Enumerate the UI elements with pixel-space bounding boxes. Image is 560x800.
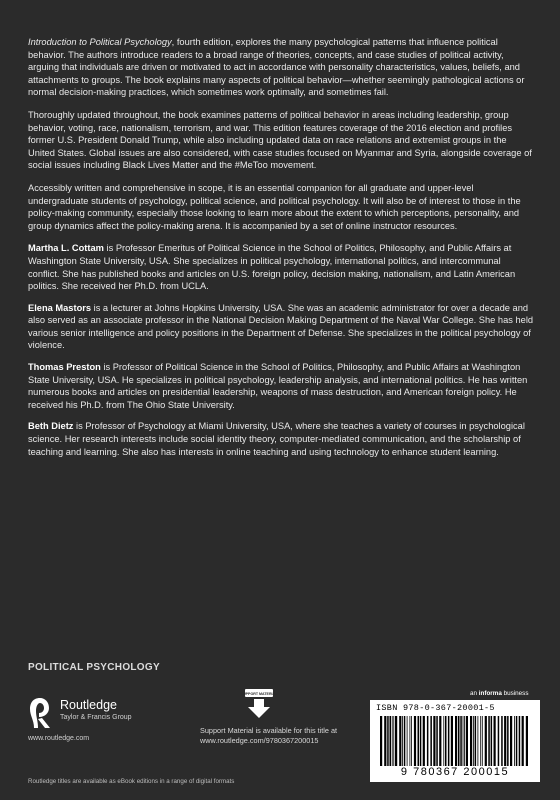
barcode-bar <box>455 716 457 766</box>
description-paragraph-1: Introduction to Political Psychology, fourth edition, explores the many psychological patterns that influence political behavior. The authors introduce readers to a broad range of theories, concepts, and case studies of political activity, arguing that individuals are driven or motivated to act in accordance with personality characteristics, values, beliefs, and attachments to groups. The book explains many aspects of political behavior—whether seemingly pathological actions or normal decision-making practices, which sometimes work optimally, and sometimes fail. <box>28 37 525 98</box>
barcode-bar <box>458 716 460 766</box>
cover-text <box>28 36 534 467</box>
barcode-bar <box>510 716 512 766</box>
description-paragraph-3: Accessibly written and comprehensive in scope, it is an essential companion for all graduate and upper-level undergraduate students of psychology, political science, and political psychology. It will also be of interest to those in the policy-making community, especially those looking to learn more about the extent to which perceptions, personality, and group dynamics affect the policy-making arena. It is accompanied by a set of online instructor resources. <box>28 182 521 231</box>
barcode-bar <box>420 716 422 766</box>
barcode-bar <box>473 716 474 766</box>
barcode-bar <box>482 716 483 766</box>
support-text: Support Material is available for this title at www.routledge.com/9780367200015 <box>200 726 350 745</box>
ebook-note: Routledge titles are available as eBook editions in a range of digital formats <box>28 778 235 785</box>
barcode-bar <box>504 716 506 766</box>
barcode-bar <box>480 716 481 766</box>
barcode-bar <box>439 716 441 766</box>
barcode-bar <box>393 716 394 766</box>
barcode-bar <box>427 716 429 766</box>
author-name: Martha L. Cottam <box>28 243 104 254</box>
isbn-barcode <box>370 700 540 782</box>
informa-business-mark: an informa business <box>470 690 529 697</box>
book-title: Introduction to Political Psychology <box>28 37 172 47</box>
author-bio: Elena Mastors is a lecturer at Johns Hopkins University, USA. She was an academic administrator for over a decade and also served as an associate professor in the National Decision Making Department of the Naval War College. She has held various senior intelligence and policy positions in the Department of Defense. She specializes in the political psychology of violence. <box>28 302 534 351</box>
support-icon-label: SUPPORT MATERIAL <box>240 692 278 696</box>
barcode-bar <box>390 716 392 766</box>
barcode-bar <box>519 716 521 766</box>
barcode-bar <box>443 716 444 766</box>
author-name: Thomas Preston <box>28 362 101 373</box>
barcode-bar <box>404 716 406 766</box>
routledge-logo-icon <box>28 697 52 729</box>
barcode-bar <box>448 716 450 766</box>
barcode-bar <box>485 716 487 766</box>
publisher-name: Routledge <box>60 698 117 712</box>
barcode-bar <box>516 716 518 766</box>
barcode-bar <box>395 716 397 766</box>
barcode-bar <box>411 716 412 766</box>
barcode-bar <box>466 716 468 766</box>
barcode-bar <box>460 716 462 766</box>
barcode-bar <box>387 716 389 766</box>
author-name: Beth Dietz <box>28 421 74 432</box>
barcode-bar <box>494 716 496 766</box>
barcode-bar <box>488 716 490 766</box>
barcode-bar <box>464 716 465 766</box>
barcode-bars <box>376 716 534 766</box>
barcode-bar <box>436 716 438 766</box>
barcode-bar <box>526 716 528 766</box>
barcode-bar <box>380 716 382 766</box>
barcode-bar <box>392 716 393 766</box>
barcode-bar <box>399 716 401 766</box>
barcode-bar <box>414 716 416 766</box>
barcode-bar <box>463 716 464 766</box>
barcode-bar <box>507 716 509 766</box>
download-arrow-icon <box>240 688 278 720</box>
barcode-bar <box>451 716 453 766</box>
barcode-bar <box>491 716 493 766</box>
author-bio: Thomas Preston is Professor of Political Science in the School of Politics, Philosophy, and Public Affairs at Washington State University, USA. He specializes in political psychology, leadership analysis, and international politics. He has written numerous books and articles on presidential leadership, weapons of mass destruction, and American foreign policy. He received his Ph.D. from The Ohio State University. <box>28 362 528 410</box>
series-label: POLITICAL PSYCHOLOGY <box>28 662 160 673</box>
barcode-bar <box>384 716 386 766</box>
publisher-url: www.routledge.com <box>28 735 90 742</box>
publisher-subtitle: Taylor & Francis Group <box>60 714 132 721</box>
barcode-bar <box>478 716 479 766</box>
barcode-bar <box>445 716 447 766</box>
support-url: www.routledge.com/9780367200015 <box>200 735 319 745</box>
description-paragraph-2: Thoroughly updated throughout, the book examines patterns of political behavior in areas including leadership, group behavior, voting, race, nationalism, terrorism, and war. This edition features coverage of the 2016 election and profiles former U.S. President Donald Trump, while also including updated data on race relations and extremist groups in the United States. Global issues are also considered, with case studies focused on Myanmar and Syria, alongside coverage of social issues including Black Lives Matter and the #MeToo movement. <box>28 109 532 171</box>
barcode-bar <box>407 716 408 766</box>
barcode-bar <box>402 716 403 766</box>
barcode-bar <box>514 716 515 766</box>
barcode-bar <box>423 716 425 766</box>
barcode-bar <box>475 716 477 766</box>
barcode-bar <box>410 716 411 766</box>
publisher-logo <box>28 695 168 740</box>
barcode-digits: 9 780367 200015 <box>400 766 510 778</box>
barcode-bar <box>433 716 435 766</box>
author-bio: Beth Dietz is Professor of Psychology at Miami University, USA, where she teaches a variety of courses in psychological science. Her research interests include social identity theory, computer-mediated communication, and the scholarship of teaching and learning. She also has interests in online teaching and using technology to enhance student learning. <box>28 421 525 457</box>
support-material <box>200 688 350 748</box>
barcode-bar <box>418 716 420 766</box>
barcode-bar <box>501 716 503 766</box>
author-name: Elena Mastors <box>28 302 92 313</box>
barcode-bar <box>498 716 500 766</box>
barcode-bar <box>470 716 472 766</box>
barcode-bar <box>522 716 524 766</box>
barcode-bar <box>430 716 432 766</box>
author-bio: Martha L. Cottam is Professor Emeritus of Political Science in the School of Politics, Philosophy, and Public Affairs at Washington State University, USA. She specializes in political psychology, international politics, and intercommunal conflict. She has published books and articles on U.S. foreign policy, decision making, nationalism, and Latin American politics. She received her Ph.D. from UCLA. <box>28 243 516 292</box>
isbn-text: ISBN 978-0-367-20001-5 <box>376 703 495 713</box>
